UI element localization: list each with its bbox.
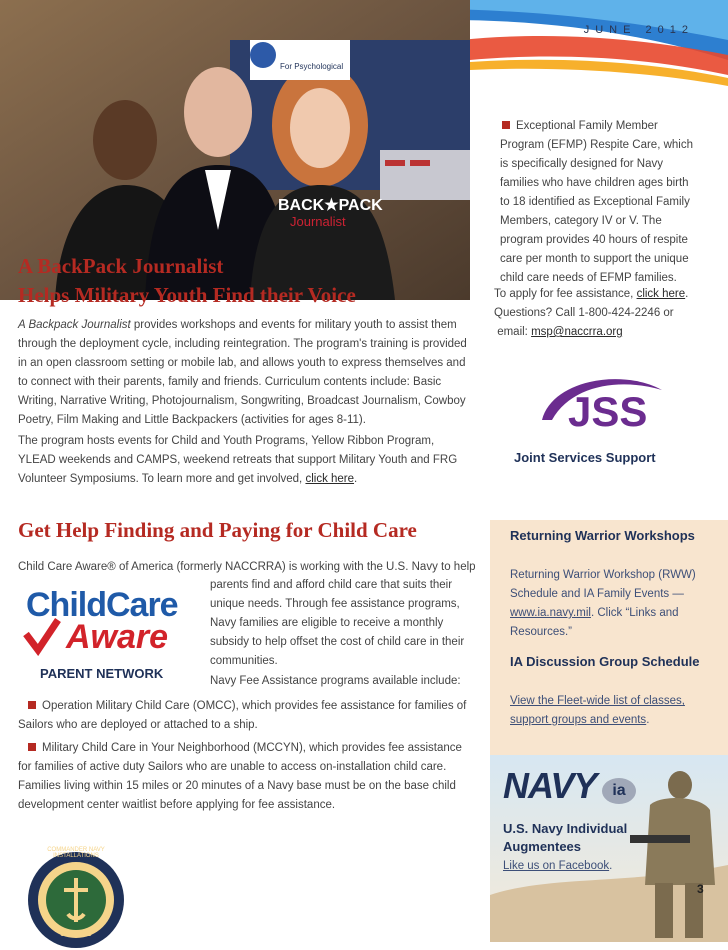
efmp-text: Exceptional Family Member Program (EFMP) Respite Care, which is specifically designed for Navy families who have children ages birth to 18 identified as Exceptional Family Members, category IV or V. The program provides 40 hours of respite care per month to support the unique child care needs of EFMP families. <box>500 120 693 284</box>
issue-date: JUNE 2012 <box>583 24 694 36</box>
svg-text:BACK★PACK: BACK★PACK <box>278 197 383 214</box>
backpack-heading <box>18 252 478 310</box>
jss-logo-text: JSS <box>568 388 648 435</box>
logo-parent-network: PARENT NETWORK <box>40 666 164 681</box>
email-label: email: <box>497 326 532 338</box>
apply-prefix: To apply for fee assistance, <box>494 288 637 300</box>
mccyn-text: Military Child Care in Your Neighborhood (MCCYN), which provides fee assistance for families of active duty Sailors who are unable to access on-installation child care. Families living within 15 miles or 20 minutes of a Navy base must be on the base child development center waitlist before applying for fee assistance. <box>18 742 462 811</box>
seal-top-text: COMMANDER NAVY INSTALLATIONS <box>47 847 105 859</box>
bullet-square-icon <box>502 121 510 129</box>
backpack-p2-end: . <box>354 473 358 485</box>
efmp-bullet <box>500 117 700 288</box>
shirt-text: Journalist <box>290 214 346 229</box>
childcare-heading: Get Help Finding and Paying for Child Care <box>18 518 417 542</box>
logo-aware-text: Aware <box>66 618 169 656</box>
checkmark-icon <box>22 616 62 656</box>
omcc-text: Operation Military Child Care (OMCC), which provides fee assistance for families of Sailors who are deployed or attached to a ship. <box>18 700 467 731</box>
fee-programs-intro: Navy Fee Assistance programs available include: <box>210 675 461 687</box>
jss-caption: Joint Services Support <box>514 450 656 465</box>
facebook-link-block <box>503 857 643 876</box>
ia-navy-link[interactable]: www.ia.navy.mil <box>510 607 591 619</box>
rww-end: . Click “Links and Resources.” <box>510 607 679 638</box>
ia-badge: ia <box>602 778 636 804</box>
navy-logo-text: NAVY <box>503 765 597 806</box>
omcc-bullet <box>18 697 478 735</box>
backpack-click-here-link[interactable]: click here <box>305 473 355 485</box>
ia-group-text <box>510 692 710 730</box>
bullet-square-icon <box>28 701 36 709</box>
rww-heading: Returning Warrior Workshops <box>510 528 695 543</box>
seal-bottom-text: COMMAND <box>60 932 92 938</box>
childcare-intro-line: Child Care Aware® of America (formerly NACCRRA) is working with the U.S. Navy to help <box>18 561 476 573</box>
ia-end: . <box>646 714 650 726</box>
backpack-title-line1: A BackPack Journalist <box>18 254 224 278</box>
backpack-program-name: A Backpack Journalist <box>18 319 131 331</box>
email-link[interactable]: msp@naccrra.org <box>531 326 623 338</box>
facebook-link[interactable]: Like us on Facebook <box>503 860 610 872</box>
banner-logo-text: For Psychological <box>280 62 344 71</box>
mccyn-bullet <box>18 739 478 815</box>
ia-group-heading: IA Discussion Group Schedule <box>510 654 700 669</box>
facebook-end: . <box>609 860 613 872</box>
rww-text: Returning Warrior Workshop (RWW) Schedule and IA Family Events — <box>510 569 696 600</box>
backpack-title-line2: Helps Military Youth Find their Voice <box>18 283 356 307</box>
rww-text-block <box>510 566 710 642</box>
backpack-paragraph-1 <box>18 316 468 430</box>
backpack-p2-text: The program hosts events for Child and Youth Programs, Yellow Ribbon Program, YLEAD weekends and CAMPS, weekend retreats that support Military Youth and FRG Volunteer Symposiums. To learn more and get involved, <box>18 435 458 485</box>
bullet-square-icon <box>28 743 36 751</box>
questions-line: Questions? Call 1-800-424-2246 or <box>494 307 674 319</box>
backpack-p1-text: provides workshops and events for military youth to assist them through the deployment cycle, including reintegration. The program's training is provided in an open classroom setting or mobile lab, and allows youth to express themselves and to connect with their parents, family and friends. Curriculum contents include: Basic Writing, Narrative Writing, Photojournalism, Songwriting, Broadcast Journalism, Cowboy Poetry, Film Making and Little Backpackers (activities for ages 8-11). <box>18 319 467 426</box>
apply-click-here-link[interactable]: click here <box>636 288 686 300</box>
fleet-list-link[interactable]: View the Fleet-wide list of classes, support groups and events <box>510 695 685 726</box>
page-number: 3 <box>697 882 704 896</box>
child-care-aware-logo <box>22 586 202 686</box>
banner-logo <box>250 40 350 80</box>
logo-childcare-text: ChildCare <box>26 586 178 624</box>
jss-logo <box>512 370 682 470</box>
backpack-paragraph-2 <box>18 432 468 489</box>
apply-suffix: . <box>685 288 689 300</box>
childcare-intro-rest: parents find and afford child care that suits their unique needs. Through fee assistance programs, Navy families are eligible to receive a monthly subsidy to help offset the cost of child care in their communities. <box>210 579 465 667</box>
navy-ia-heading: U.S. Navy Individual Augmentees <box>503 821 628 854</box>
fee-apply-block <box>494 285 704 342</box>
